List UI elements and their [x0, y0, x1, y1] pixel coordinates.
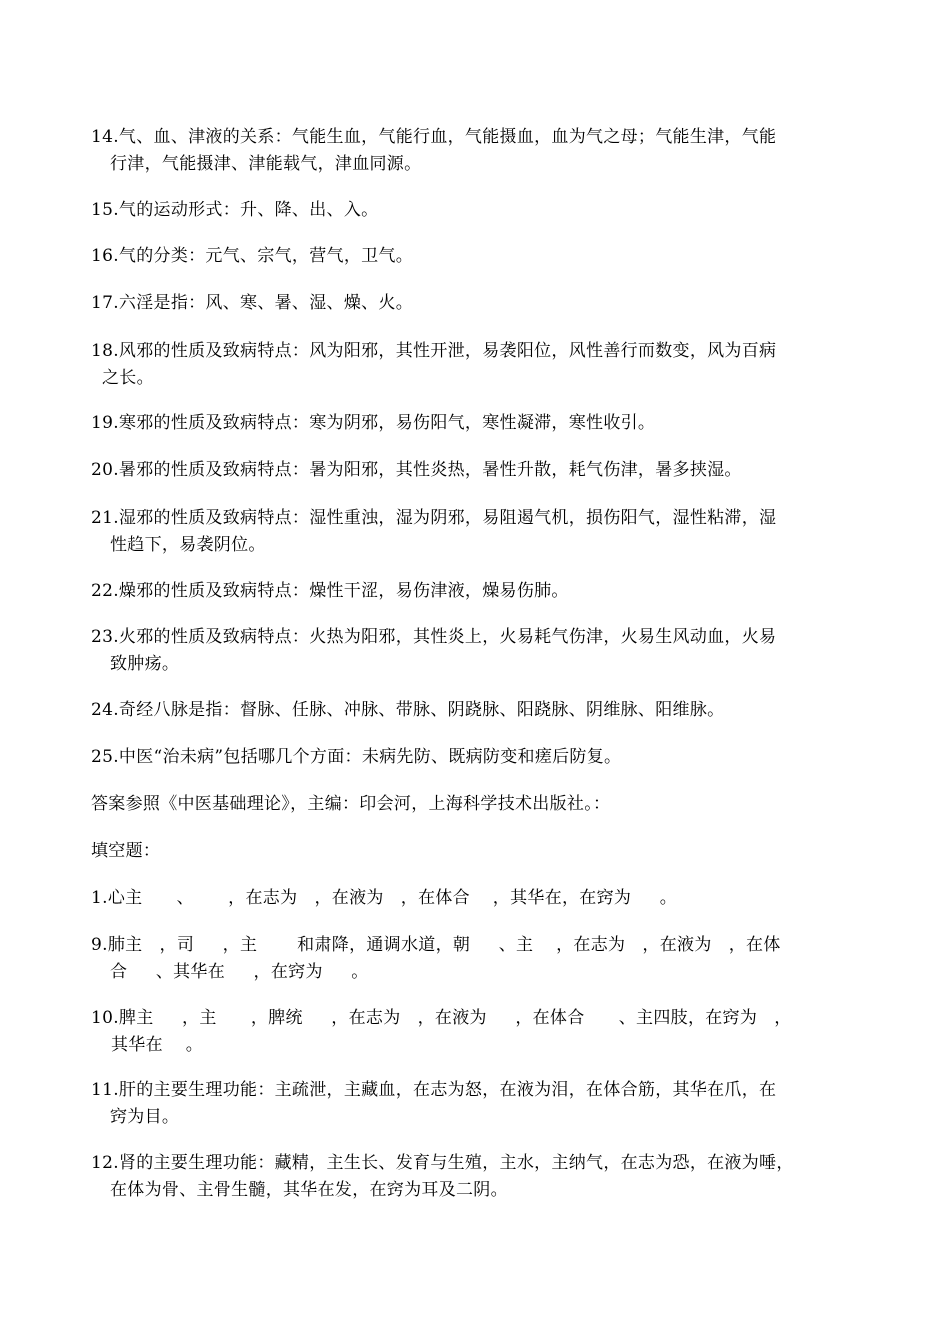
paragraph-line: 11.肝的主要生理功能：主疏泄，主藏血，在志为怒，在液为泪，在体合筋，其华在爪，在: [91, 1080, 777, 1100]
paragraph-line: 18.风邪的性质及致病特点：风为阳邪，其性开泄，易袭阳位，风性善行而数变，风为百病: [91, 341, 777, 361]
paragraph-line: 答案参照《中医基础理论》，主编：印会河，上海科学技术出版社。：: [91, 794, 611, 814]
paragraph-line: 19.寒邪的性质及致病特点：寒为阴邪，易伤阳气，寒性凝滞，寒性收引。: [91, 413, 656, 433]
paragraph-line: 1.心主 、 ，在志为 ，在液为 ，在体合 ，其华在，在窍为 。: [91, 888, 678, 908]
fill-in-question-11: [91, 1077, 861, 1131]
paragraph-22: [91, 578, 861, 605]
paragraph-line: 窍为目。: [110, 1107, 180, 1127]
paragraph-18: [91, 338, 861, 392]
paragraph-line: 填空题：: [91, 841, 161, 861]
paragraph-line: 合 、其华在 ，在窍为 。: [110, 962, 369, 982]
paragraph-17: [91, 290, 861, 317]
paragraph-line: 24.奇经八脉是指：督脉、任脉、冲脉、带脉、阴跷脉、阳跷脉、阴维脉、阳维脉。: [91, 700, 725, 720]
paragraph-24: [91, 697, 861, 724]
paragraph-line: 17.六淫是指：风、寒、暑、湿、燥、火。: [91, 293, 414, 313]
fill-in-question-9: [91, 932, 861, 986]
paragraph-21: [91, 505, 861, 559]
paragraph-line: 其华在 。: [111, 1035, 204, 1055]
fill-in-question-12: [91, 1150, 861, 1204]
paragraph-line: 10.脾主 ，主 ，脾统 ，在志为 ，在液为 ，在体合 、主四肢，在窍为 ，: [91, 1008, 792, 1028]
paragraph-19: [91, 410, 861, 437]
paragraph-line: 22.燥邪的性质及致病特点：燥性干涩，易伤津液，燥易伤肺。: [91, 581, 569, 601]
paragraph-line: 21.湿邪的性质及致病特点：湿性重浊，湿为阴邪，易阻遏气机，损伤阳气，湿性粘滞，湿: [91, 508, 777, 528]
paragraph-line: 致肿疡。: [110, 654, 180, 674]
paragraph-25: [91, 744, 861, 771]
paragraph-line: 25.中医“治未病”包括哪几个方面：未病先防、既病防变和瘥后防复。: [91, 747, 622, 767]
paragraph-line: 12.肾的主要生理功能：藏精，主生长、发育与生殖，主水，主纳气，在志为恐，在液为唾，: [91, 1153, 794, 1173]
paragraph-line: 23.火邪的性质及致病特点：火热为阳邪，其性炎上，火易耗气伤津，火易生风动血，火易: [91, 627, 777, 647]
paragraph-line: 20.暑邪的性质及致病特点：暑为阳邪，其性炎热，暑性升散，耗气伤津，暑多挟湿。: [91, 460, 742, 480]
fill-in-question-1: [91, 885, 861, 912]
paragraph-line: 16.气的分类：元气、宗气，营气，卫气。: [91, 246, 414, 266]
paragraph-23: [91, 624, 861, 678]
fill-in-question-10: [91, 1005, 861, 1059]
section-heading-fill-in: [91, 838, 861, 865]
paragraph-14: [91, 124, 861, 178]
paragraph-20: [91, 457, 861, 484]
paragraph-line: 9.肺主 ，司 ，主 和肃降，通调水道，朝 、主 ，在志为 ，在液为 ，在体: [91, 935, 781, 955]
paragraph-line: 在体为骨、主骨生髓，其华在发，在窍为耳及二阴。: [110, 1180, 508, 1200]
paragraph-line: 15.气的运动形式：升、降、出、入。: [91, 200, 379, 220]
paragraph-line: 之长。: [102, 368, 154, 388]
paragraph-line: 行津，气能摄津、津能载气，津血同源。: [110, 154, 422, 174]
paragraph-line: 性趋下，易袭阴位。: [110, 535, 266, 555]
paragraph-15: [91, 197, 861, 224]
paragraph-16: [91, 243, 861, 270]
paragraph-line: 14.气、血、津液的关系：气能生血，气能行血，气能摄血，血为气之母；气能生津，气能: [91, 127, 777, 147]
answer-reference: [91, 791, 861, 818]
